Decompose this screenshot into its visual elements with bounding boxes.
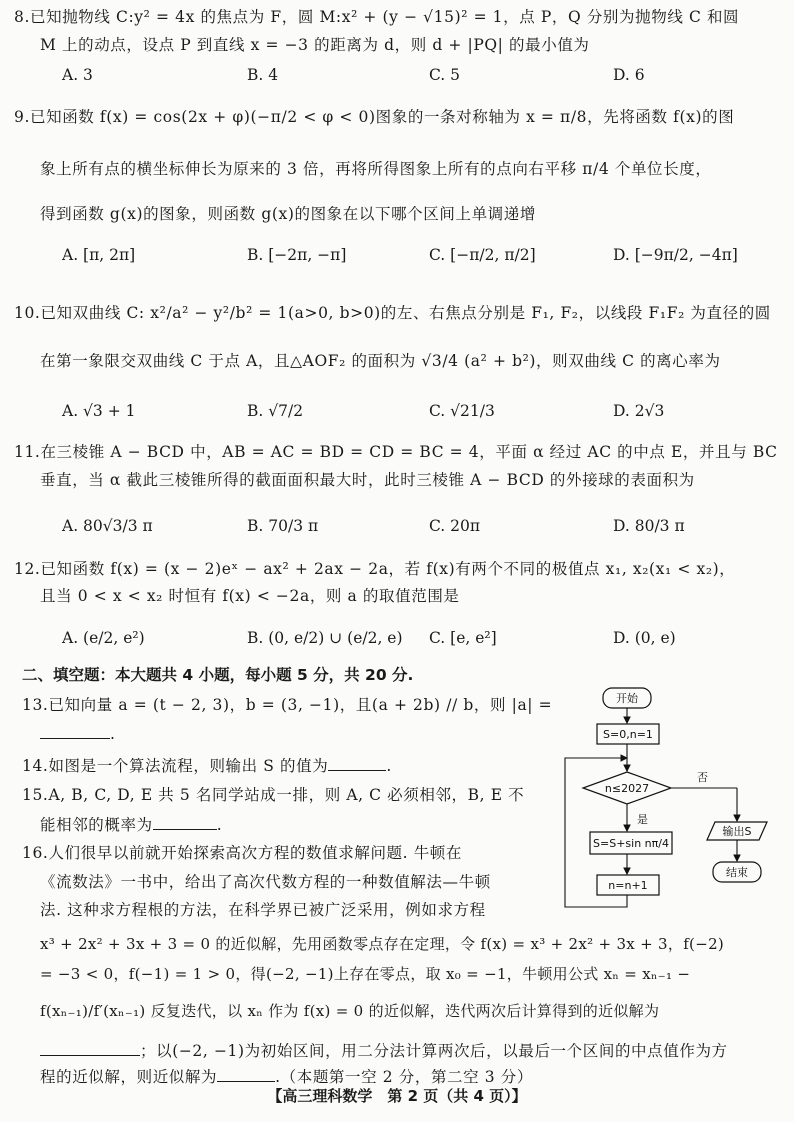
q14-line1: 14.如图是一个算法流程，则输出 S 的值为 .	[22, 754, 392, 777]
flow-condition-label: n≤2027	[604, 782, 650, 795]
q8-option-c: C. 5	[429, 66, 461, 84]
q16-line4: x³ + 2x² + 3x + 3 = 0 的近似解，先用函数零点存在定理，令 f(x) = x³ + 2x² + 3x + 3，f(−2)	[40, 935, 725, 953]
q13-line1: 13.已知向量 a = (t − 2, 3)，b = (3, −1)，且(a + 2b) // b，则 |a| =	[22, 696, 553, 714]
q12-line1: 12.已知函数 f(x) = (x − 2)eˣ − ax² + 2ax − 2a，若 f(x)有两个不同的极值点 x₁, x₂(x₁ < x₂)，	[14, 560, 736, 578]
q16-line8: 程的近似解，则近似解为 .（本题第一空 2 分，第二空 3 分）	[40, 1065, 533, 1088]
q12-option-d: D. (0, e)	[613, 629, 676, 647]
flow-no-label: 否	[697, 771, 708, 784]
q9-line1: 9.已知函数 f(x) = cos(2x + φ)(−π/2 < φ < 0)图象的一条对称轴为 x = π/8，先将函数 f(x)的图	[14, 108, 735, 126]
flow-increment-label: n=n+1	[608, 879, 648, 892]
q12-line2: 且当 0 < x < x₂ 时恒有 f(x) < −2a，则 a 的取值范围是	[40, 587, 460, 605]
q16-line2: 《流数法》一书中，给出了高次代数方程的一种数值解法—牛顿	[40, 873, 491, 891]
q16-line1: 16.人们很早以前就开始探索高次方程的数值求解问题. 牛顿在	[22, 844, 463, 862]
q15-answer-blank[interactable]	[153, 813, 217, 830]
q10-line1: 10.已知双曲线 C: x²/a² − y²/b² = 1(a>0, b>0)的左、右焦点分别是 F₁, F₂，以线段 F₁F₂ 为直径的圆	[14, 304, 771, 322]
page-footer: 【高三理科数学 第 2 页（共 4 页）】	[267, 1087, 527, 1105]
algorithm-flowchart	[555, 685, 785, 920]
q10-option-a: A. √3 + 1	[62, 402, 136, 420]
flow-start-label: 开始	[616, 692, 638, 705]
flow-end-label: 结束	[726, 866, 748, 879]
q11-line1: 11.在三棱锥 A − BCD 中，AB = AC = BD = CD = BC = 4，平面 α 经过 AC 的中点 E，并且与 BC	[14, 443, 778, 461]
q14-answer-blank[interactable]	[328, 754, 386, 771]
q9-option-d: D. [−9π/2, −4π]	[613, 246, 738, 264]
q13-line2: .	[40, 722, 116, 745]
q10-option-b: B. √7/2	[247, 402, 304, 420]
q16-line3: 法. 这种求方程根的方法，在科学界已被广泛采用，例如求方程	[40, 901, 486, 919]
q11-option-b: B. 70/3 π	[247, 517, 319, 535]
q16-line6: f(xₙ₋₁)/f′(xₙ₋₁) 反复迭代，以 xₙ 作为 f(x) = 0 的近似解，迭代两次后计算得到的近似解为	[40, 1002, 660, 1020]
flow-init-label: S=0,n=1	[603, 728, 653, 741]
q11-option-a: A. 80√3/3 π	[62, 517, 153, 535]
q16-answer-blank-1[interactable]	[40, 1039, 140, 1056]
q9-option-a: A. [π, 2π]	[62, 246, 136, 264]
q9-line3: 得到函数 g(x)的图象，则函数 g(x)的图象在以下哪个区间上单调递增	[40, 205, 536, 223]
q16-line7: ；以(−2, −1)为初始区间，用二分法计算两次后，以最后一个区间的中点值作为方	[40, 1039, 728, 1062]
flow-yes-label: 是	[637, 813, 648, 826]
q11-option-c: C. 20π	[429, 517, 481, 535]
q8-option-d: D. 6	[613, 66, 645, 84]
q8-option-b: B. 4	[247, 66, 279, 84]
q13-answer-blank[interactable]	[40, 722, 110, 739]
flow-body-label: S=S+sin nπ/4	[593, 837, 669, 850]
q15-line2: 能相邻的概率为 .	[40, 813, 222, 836]
q15-line1: 15.A, B, C, D, E 共 5 名同学站成一排，则 A, C 必须相邻，B, E 不	[22, 786, 525, 804]
q11-line2: 垂直，当 α 截此三棱锥所得的截面面积最大时，此时三棱锥 A − BCD 的外接球的表面积为	[40, 471, 695, 489]
q10-option-c: C. √21/3	[429, 402, 495, 420]
q10-option-d: D. 2√3	[613, 402, 665, 420]
q16-line5: = −3 < 0，f(−1) = 1 > 0，得(−2, −1)上存在零点，取 x₀ = −1，牛顿用公式 xₙ = xₙ₋₁ −	[40, 965, 691, 983]
q16-answer-blank-2[interactable]	[217, 1065, 275, 1082]
q12-option-a: A. (e/2, e²)	[62, 629, 145, 647]
q8-option-a: A. 3	[62, 66, 93, 84]
section2-heading: 二、填空题：本大题共 4 小题，每小题 5 分，共 20 分.	[22, 666, 414, 684]
q9-line2: 象上所有点的横坐标伸长为原来的 3 倍，再将所得图象上所有的点向右平移 π/4 个单位长度，	[40, 160, 712, 178]
q12-option-c: C. [e, e²]	[429, 629, 497, 647]
q9-option-b: B. [−2π, −π]	[247, 246, 347, 264]
q8-line1: 8.已知抛物线 C:y² = 4x 的焦点为 F，圆 M:x² + (y − √15)² = 1，点 P，Q 分别为抛物线 C 和圆	[14, 8, 740, 26]
q9-option-c: C. [−π/2, π/2]	[429, 246, 536, 264]
q11-option-d: D. 80/3 π	[613, 517, 685, 535]
flow-output-label: 输出S	[722, 825, 752, 838]
q10-line2: 在第一象限交双曲线 C 于点 A，且△AOF₂ 的面积为 √3/4 (a² + b²)，则双曲线 C 的离心率为	[40, 352, 721, 370]
q8-line2: M 上的动点，设点 P 到直线 x = −3 的距离为 d，则 d + |PQ| 的最小值为	[40, 36, 590, 54]
q12-option-b: B. (0, e/2) ∪ (e/2, e)	[247, 629, 403, 647]
